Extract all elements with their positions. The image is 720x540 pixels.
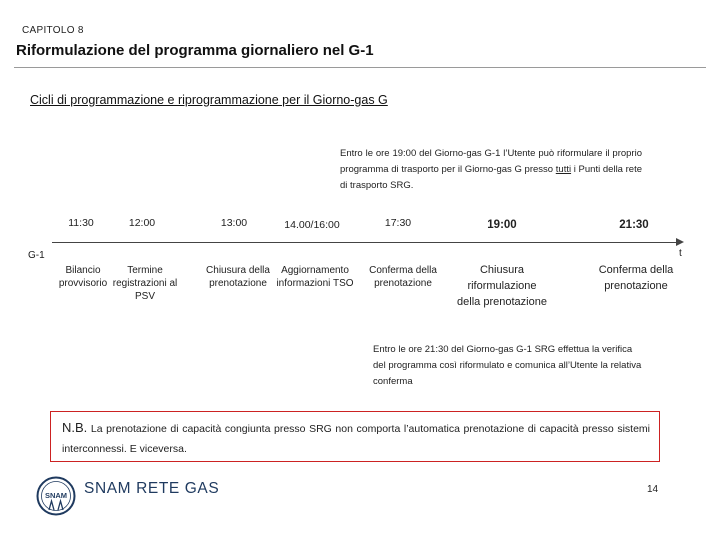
timeline-arrowhead (676, 238, 684, 246)
confirmation-note: Entro le ore 21:30 del Giorno-gas G-1 SRG effettua la verifica del programma così riformulato e comunica all’Utente la relativa conferma (373, 344, 642, 387)
event-label: Conferma della prenotazione (598, 264, 674, 292)
intro-text-1: Entro le ore 19:00 del Giorno-gas G-1 l’Utente può riformulare il proprio programma di trasporto per il Giorno-gas G presso (340, 148, 642, 175)
intro-emphasis: tutti (555, 164, 572, 175)
section-subtitle: Cicli di programmazione e riprogrammazione per il Giorno-gas G (30, 93, 388, 107)
time-label: 14.00/16:00 (284, 219, 340, 231)
logo-text: SNAM (44, 491, 68, 500)
timeline-axis (52, 242, 680, 243)
page-number: 14 (647, 484, 659, 495)
time-label: 21:30 (619, 219, 649, 231)
event-label: Chiusura della prenotazione (206, 265, 270, 289)
time-label: 12:00 (128, 217, 156, 229)
chapter-label: CAPITOLO 8 (22, 25, 84, 36)
nb-note (62, 418, 650, 459)
timeline-end-label: t (679, 248, 682, 259)
title-divider (14, 67, 706, 68)
snam-logo-icon (36, 476, 76, 516)
event-label: Conferma della prenotazione (369, 265, 437, 289)
timeline-start-label: G-1 (28, 250, 45, 261)
page-title: Riformulazione del programma giornaliero nel G-1 (16, 42, 374, 59)
nb-text: La prenotazione di capacità congiunta presso SRG non comporta l’automatica prenotazione di capacità presso sistemi interconnessi. E viceversa. (62, 423, 650, 455)
time-label: 13:00 (220, 217, 248, 229)
brand-name: SNAM RETE GAS (84, 480, 220, 497)
event-label: Termine registrazioni al PSV (112, 265, 178, 302)
time-label: 17:30 (384, 217, 412, 229)
event-label: Bilancio provvisorio (58, 265, 108, 289)
nb-lead: N.B. (62, 420, 88, 435)
time-label: 11:30 (68, 217, 94, 229)
time-label: 19:00 (487, 219, 517, 231)
intro-text-2: i Punti della rete di trasporto SRG. (340, 164, 643, 191)
intro-paragraph (340, 146, 642, 194)
event-label: Aggiornamento informazioni TSO (276, 265, 354, 289)
event-label: Chiusura riformulazione della prenotazione (457, 264, 547, 308)
